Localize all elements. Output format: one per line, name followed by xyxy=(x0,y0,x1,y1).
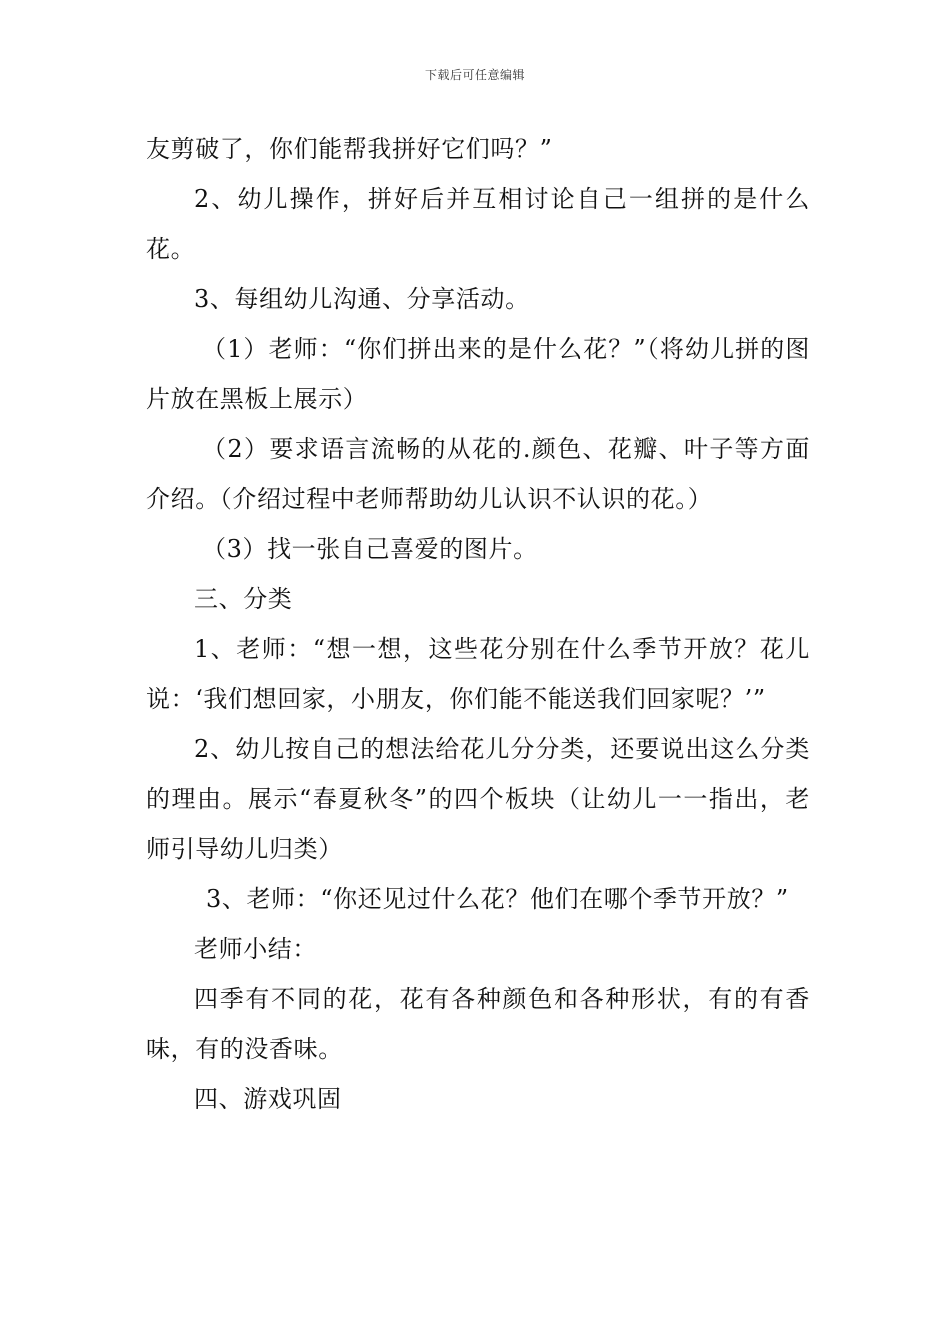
paragraph-4: （1）老师：“你们拼出来的是什么花？”（将幼儿拼的图片放在黑板上展示） xyxy=(146,335,810,413)
summary-text: 四季有不同的花，花有各种颜色和各种形状，有的有香味，有的没香味。 xyxy=(146,985,810,1063)
paragraph-5: （2）要求语言流畅的从花的.颜色、花瓣、叶子等方面介绍。（介绍过程中老师帮助幼儿认识不认识的花。） xyxy=(146,435,810,513)
document-body xyxy=(146,124,810,1124)
paragraph-8: 2、幼儿按自己的想法给花儿分分类，还要说出这么分类的理由。展示“春夏秋冬”的四个板块（让幼儿一一指出，老师引导幼儿归类） xyxy=(146,735,810,863)
page-header: 下载后可任意编辑 xyxy=(424,68,525,82)
summary-label: 老师小结： xyxy=(194,935,317,963)
paragraph-3: 3、每组幼儿沟通、分享活动。 xyxy=(194,285,530,313)
paragraph-1: 友剪破了，你们能帮我拼好它们吗？” xyxy=(146,135,553,163)
section-heading-3: 三、分类 xyxy=(194,585,293,613)
paragraph-7: 1、老师：“想一想，这些花分别在什么季节开放？花儿说：‘我们想回家，小朋友，你们能不能送我们回家呢？’” xyxy=(146,635,810,713)
paragraph-9: 3、老师：“你还见过什么花？他们在哪个季节开放？” xyxy=(206,885,789,913)
paragraph-2: 2、幼儿操作，拼好后并互相讨论自己一组拼的是什么花。 xyxy=(146,185,810,263)
section-heading-4: 四、游戏巩固 xyxy=(194,1085,342,1113)
paragraph-6: （3）找一张自己喜爱的图片。 xyxy=(202,535,538,563)
